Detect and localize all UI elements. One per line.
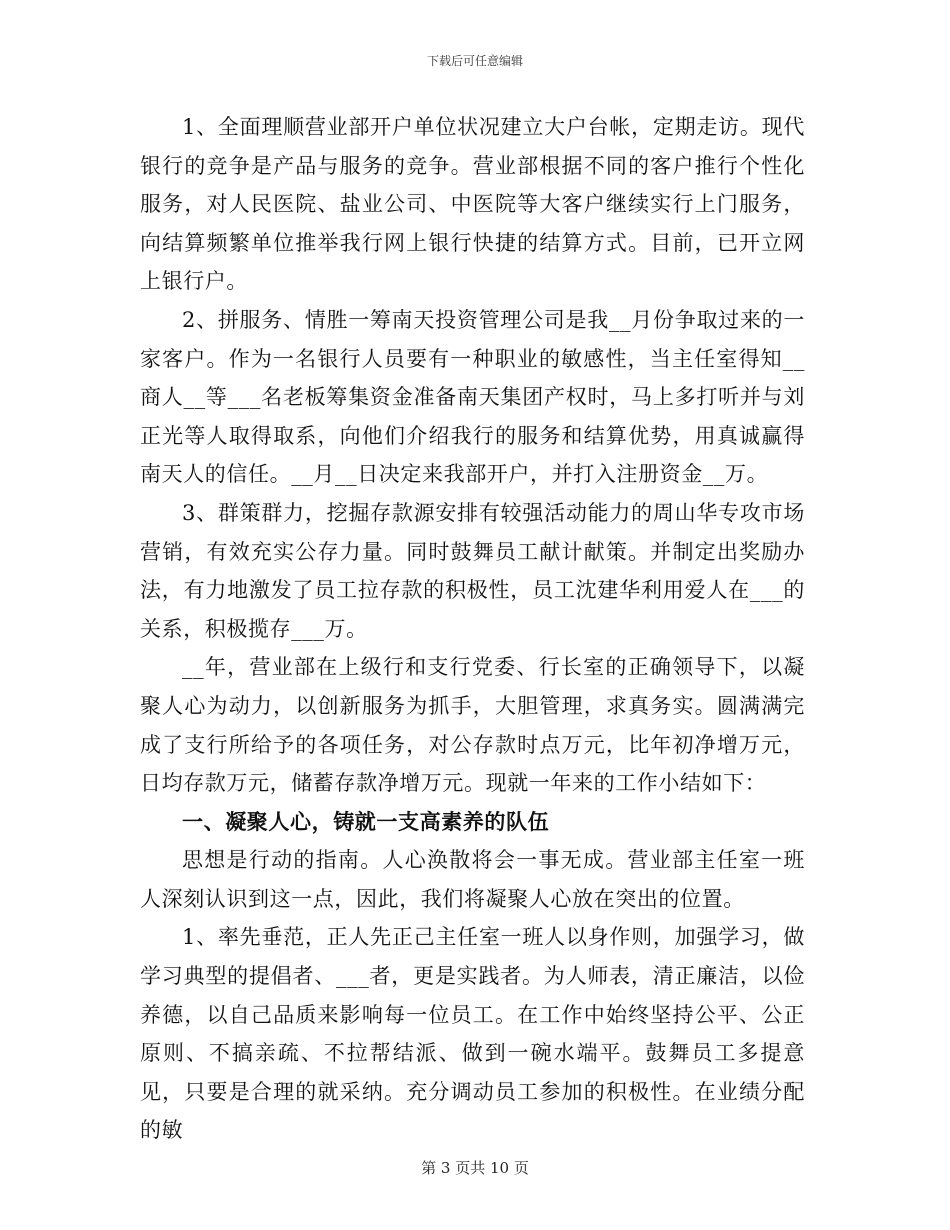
section-heading: 一、凝聚人心，铸就一支高素养的队伍 [182, 809, 550, 834]
page-footer: 第 3 页共 10 页 [421, 1159, 529, 1177]
paragraph-2: 2、拼服务、情胜一筹南天投资管理公司是我__月份争取过来的一家客户。作为一名银行人员要有一种职业的敏感性，当主任室得知__商人__等___名老板筹集资金准备南天集团产权时，马上多打听并与刘正光等人取得取系，向他们介绍我行的服务和结算优势，用真诚赢得南天人的信任。__月__日决定来我部开户，并打入注册资金__万。 [140, 307, 805, 487]
paragraph-5: 思想是行动的指南。人心涣散将会一事无成。营业部主任室一班人深刻认识到这一点，因此，我们将凝聚人心放在突出的位置。 [140, 848, 805, 911]
paragraph-1: 1、全面理顺营业部开户单位状况建立大户台帐，定期走访。现代银行的竞争是产品与服务的竞争。营业部根据不同的客户推行个性化服务，对人民医院、盐业公司、中医院等大客户继续实行上门服务，向结算频繁单位推举我行网上银行快捷的结算方式。目前，已开立网上银行户。 [140, 115, 805, 294]
page-header: 下载后可任意编辑 [426, 54, 523, 68]
paragraph-6: 1、率先垂范，正人先正己主任室一班人以身作则，加强学习，做学习典型的提倡者、___者，更是实践者。为人师表，清正廉洁，以俭养德，以自己品质来影响每一位员工。在工作中始终坚持公平、公正原则、不搞亲疏、不拉帮结派、做到一碗水端平。鼓舞员工多提意见，只要是合理的就采纳。充分调动员工参加的积极性。在业绩分配的敏 [140, 925, 805, 1143]
document-body [140, 108, 805, 1150]
paragraph-4: __年，营业部在上级行和支行党委、行长室的正确领导下，以凝聚人心为动力，以创新服务为抓手，大胆管理，求真务实。圆满满完成了支行所给予的各项任务，对公存款时点万元，比年初净增万元，日均存款万元，储蓄存款净增万元。现就一年来的工作小结如下： [140, 655, 805, 796]
paragraph-3: 3、群策群力，挖掘存款源安排有较强活动能力的周山华专攻市场营销，有效充实公存力量。同时鼓舞员工献计献策。并制定出奖励办法，有力地激发了员工拉存款的积极性，员工沈建华利用爱人在___的关系，积极揽存___万。 [140, 500, 805, 641]
